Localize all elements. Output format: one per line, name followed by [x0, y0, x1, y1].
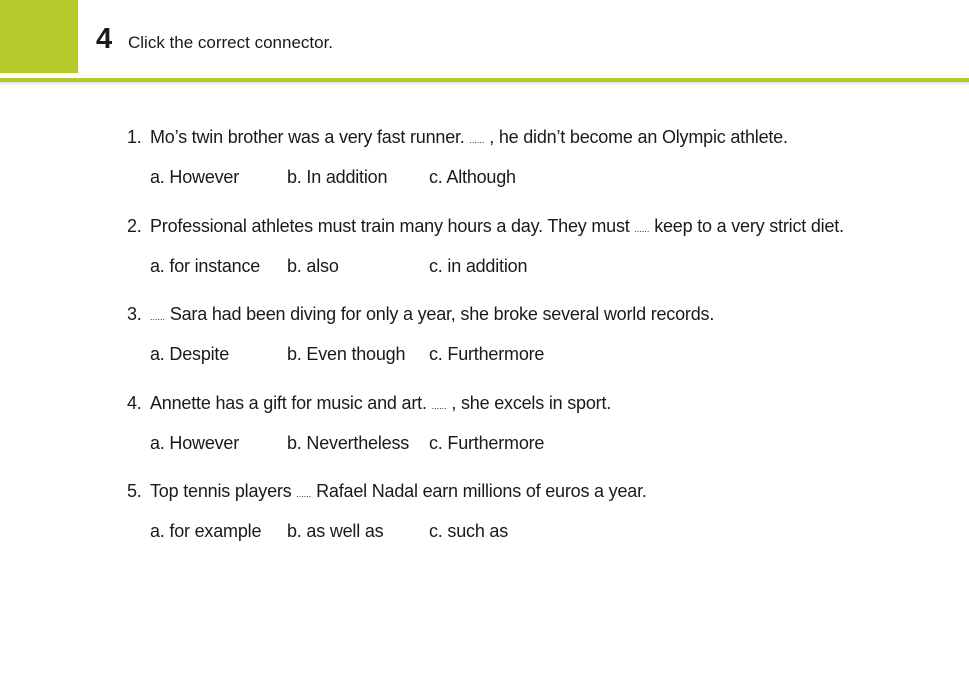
question-1: [127, 125, 887, 214]
header-divider-shadow: [0, 82, 969, 85]
answer-gap: ......: [296, 489, 312, 499]
exercise-instruction: Click the correct connector.: [128, 33, 334, 52]
question-text-before: Mo’s twin brother was a very fast runner.: [150, 127, 470, 147]
answer-gap: ......: [150, 312, 166, 322]
option-group: [150, 165, 750, 189]
option-b[interactable]: b. also: [287, 255, 339, 276]
question-3: [127, 302, 887, 391]
option-a[interactable]: a. Despite: [150, 344, 230, 364]
question-text-before: Top tennis players: [150, 481, 297, 501]
question-text: [127, 125, 788, 152]
question-number: 4.: [127, 392, 142, 413]
question-list: [127, 125, 887, 568]
question-text-after: Rafael Nadal earn millions of euros a year.: [311, 481, 647, 501]
option-c[interactable]: c. Furthermore: [429, 432, 545, 453]
question-text: [127, 391, 611, 418]
answer-gap: ......: [634, 223, 650, 234]
question-text-after: keep to a very strict diet.: [649, 215, 844, 236]
question-5: [127, 479, 887, 568]
question-text: [127, 302, 714, 329]
option-b[interactable]: b. In addition: [287, 167, 388, 187]
exercise-header: [0, 0, 969, 82]
question-text-after: , she excels in sport.: [446, 392, 612, 413]
option-c[interactable]: c. in addition: [429, 255, 528, 276]
option-a[interactable]: a. for example: [150, 521, 262, 541]
header-accent-block: [0, 0, 78, 73]
question-text: [127, 479, 647, 506]
question-text-before: Annette has a gift for music and art.: [150, 392, 432, 413]
option-group: [150, 342, 750, 366]
option-a[interactable]: a. for instance: [150, 255, 261, 276]
question-text-after: Sara had been diving for only a year, she broke several world records.: [165, 304, 715, 324]
option-group: [150, 431, 750, 455]
question-text-before: Professional athletes must train many hours a day. They must: [150, 215, 635, 236]
exercise-number: 4: [96, 23, 113, 55]
question-number: 3.: [127, 304, 142, 324]
option-c[interactable]: c. Although: [429, 167, 516, 187]
option-b[interactable]: b. as well as: [287, 521, 384, 541]
option-b[interactable]: b. Nevertheless: [287, 432, 410, 453]
question-number: 2.: [127, 215, 142, 236]
question-2: [127, 214, 887, 303]
question-number: 5.: [127, 481, 142, 501]
option-a[interactable]: a. However: [150, 167, 240, 187]
question-number: 1.: [127, 127, 142, 147]
option-group: [150, 254, 750, 278]
option-c[interactable]: c. such as: [429, 521, 509, 541]
question-text: [127, 214, 844, 241]
question-text-after: , he didn’t become an Olympic athlete.: [484, 127, 788, 147]
option-b[interactable]: b. Even though: [287, 344, 406, 364]
answer-gap: ......: [469, 135, 485, 145]
question-4: [127, 391, 887, 480]
option-c[interactable]: c. Furthermore: [429, 344, 545, 364]
option-group: [150, 519, 750, 543]
option-a[interactable]: a. However: [150, 432, 240, 453]
answer-gap: ......: [431, 400, 447, 411]
